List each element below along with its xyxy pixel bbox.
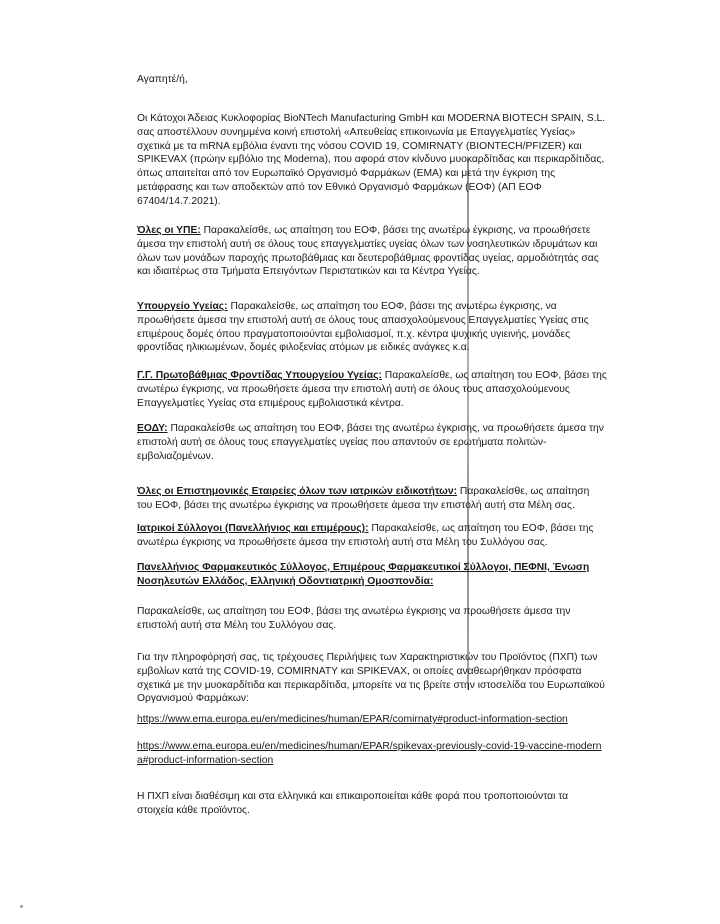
- comirnaty-link-line: [137, 713, 607, 727]
- section-text: Παρακαλείσθε ως απαίτηση του ΕΟΦ, βάσει της ανωτέρω έγκρισης, να προωθήσετε άμεσα την επιστολή αυτή σε όλους τους επαγγελματίες υγείας που απαντούν σε ερωτήματα πολιτών-εμβολιαζομένων.: [137, 423, 604, 462]
- spikevax-link[interactable]: https://www.ema.europa.eu/en/medicines/human/EPAR/spikevax-previously-covid-19-vaccine-moderna#product-information-section: [137, 741, 602, 766]
- section-text: Παρακαλείσθε, ως απαίτηση του ΕΟΦ, βάσει της ανωτέρω έγκρισης, να προωθήσετε άμεσα την επιστολή αυτή σε όλους τους απασχολούμενους Επαγγελματίες Υγείας στις επιμέρους δομές όπου πραγματοποιούνται εμβολιασμοί, π.χ. κέντρα ψυχικής υγιεινής, μονάδες φροντίδας ηλικιωμένων, δομές φιλοξενίας ατόμων με ειδικές ανάγκες κ.α.: [137, 301, 589, 354]
- section-heading: Ιατρικοί Σύλλογοι (Πανελλήνιος και επιμέρους):: [137, 523, 369, 534]
- section-text: Παρακαλείσθε, ως απαίτηση του ΕΟΦ, βάσει της ανωτέρω έγκρισης να προωθήσετε άμεσα την επιστολή αυτή στα Μέλη σας.: [137, 486, 590, 511]
- section-primary-care: [137, 369, 607, 410]
- intro-paragraph: Οι Κάτοχοι Άδειας Κυκλοφορίας BioNTech Manufacturing GmbH και MODERNA BIOTECH SPAIN, S.L. σας αποστέλλουν συνημμένα κοινή επιστολή «Απευθείας επικοινωνία με Επαγγελματίες Υγείας» σχετικά με τα mRNA εμβόλια έναντι της νόσου COVID 19, COMIRNATY (BIONTECH/PFIZER) και SPIKEVAX (πρώην εμβόλιο της Moderna), που αφορά στον κίνδυνο μυοκαρδίτιδας και περικαρδίτιδας, όπως απαιτείται από τον Ευρωπαϊκό Οργανισμό Φαρμάκων (ΕΜΑ) και μετά την έγκριση της μετάφρασης και των αποδεκτών από τον Εθνικό Οργανισμό Φαρμάκων (ΕΟΦ) (ΑΠ ΕΟΦ 67404/14.7.2021).: [137, 113, 606, 207]
- comirnaty-link[interactable]: https://www.ema.europa.eu/en/medicines/human/EPAR/comirnaty#product-information-section: [137, 714, 568, 725]
- pharmacists-paragraph: Παρακαλείσθε, ως απαίτηση του ΕΟΦ, βάσει της ανωτέρω έγκρισης να προωθήσετε άμεσα την επιστολή αυτή στα Μέλη του Συλλόγου σας.: [137, 606, 571, 631]
- scan-speck: [20, 905, 23, 908]
- section-scientific-societies: [137, 485, 607, 513]
- section-text: Παρακαλείσθε, ως απαίτηση του ΕΟΦ, βάσει της ανωτέρω έγκρισης, να προωθήσετε άμεσα την επιστολή αυτή σε όλους τους απασχολούμενους Επαγγελματίες Υγείας στα επιμέρους εμβολιαστικά κέντρα.: [137, 370, 607, 409]
- section-heading: Υπουργείο Υγείας:: [137, 301, 228, 312]
- section-text: Παρακαλείσθε, ως απαίτηση του ΕΟΦ, βάσει της ανωτέρω έγκρισης να προωθήσετε άμεσα την επιστολή αυτή στα Μέλη του Συλλόγου σας.: [137, 523, 594, 548]
- section-ministry: [137, 300, 607, 355]
- section-heading: ΕΟΔΥ:: [137, 423, 168, 434]
- greeting: Αγαπητέ/ή,: [137, 74, 188, 85]
- section-ype: [137, 224, 607, 279]
- section-eody: [137, 422, 607, 463]
- closing-paragraph: Η ΠΧΠ είναι διαθέσιμη και στα ελληνικά και επικαιροποιείται κάθε φορά που τροποποιούνται τα στοιχεία κάθε προϊόντος.: [137, 791, 569, 816]
- section-text: Παρακαλείσθε, ως απαίτηση του ΕΟΦ, βάσει της ανωτέρω έγκρισης, να προωθήσετε άμεσα την επιστολή αυτή σε όλους τους επαγγελματίες υγείας όλων των νοσηλευτικών ιδρυμάτων και όλων των μονάδων παροχής πρωτοβάθμιας και δευτεροβάθμιας φροντίδας υγείας, αρμοδιότητάς σας και ιδιαιτέρως στα Τμήματα Επειγόντων Περιστατικών και τα Κέντρα Υγείας.: [137, 225, 599, 278]
- spikevax-link-line: [137, 740, 607, 768]
- section-heading: Όλες οι Επιστημονικές Εταιρείες όλων των ιατρικών ειδικοτήτων:: [137, 486, 458, 497]
- section-medical-associations: [137, 522, 607, 550]
- info-paragraph: Για την πληροφόρησή σας, τις τρέχουσες Περιλήψεις των Χαρακτηριστικών του Προϊόντος (ΠΧΠ) των εμβολίων κατά της COVID-19, COMIRNATY και SPIKEVAX, οι οποίες αναθεωρήθηκαν πρόσφατα σχετικά με την μυοκαρδίτιδα και περικαρδίτιδα, μπορείτε να τις βρείτε στην ιστοσελίδα του Ευρωπαϊκού Οργανισμού Φαρμάκων:: [137, 652, 605, 705]
- section-heading: Όλες οι ΥΠΕ:: [137, 225, 201, 236]
- section-heading: Γ.Γ. Πρωτοβάθμιας Φροντίδας Υπουργείου Υγείας:: [137, 370, 382, 381]
- pharmacists-heading: Πανελλήνιος Φαρμακευτικός Σύλλογος, Επιμέρους Φαρμακευτικοί Σύλλογοι, ΠΕΦΝΙ, Ένωση Νοσηλευτών Ελλάδος, Ελληνική Οδοντιατρική Ομοσπονδία:: [137, 562, 590, 587]
